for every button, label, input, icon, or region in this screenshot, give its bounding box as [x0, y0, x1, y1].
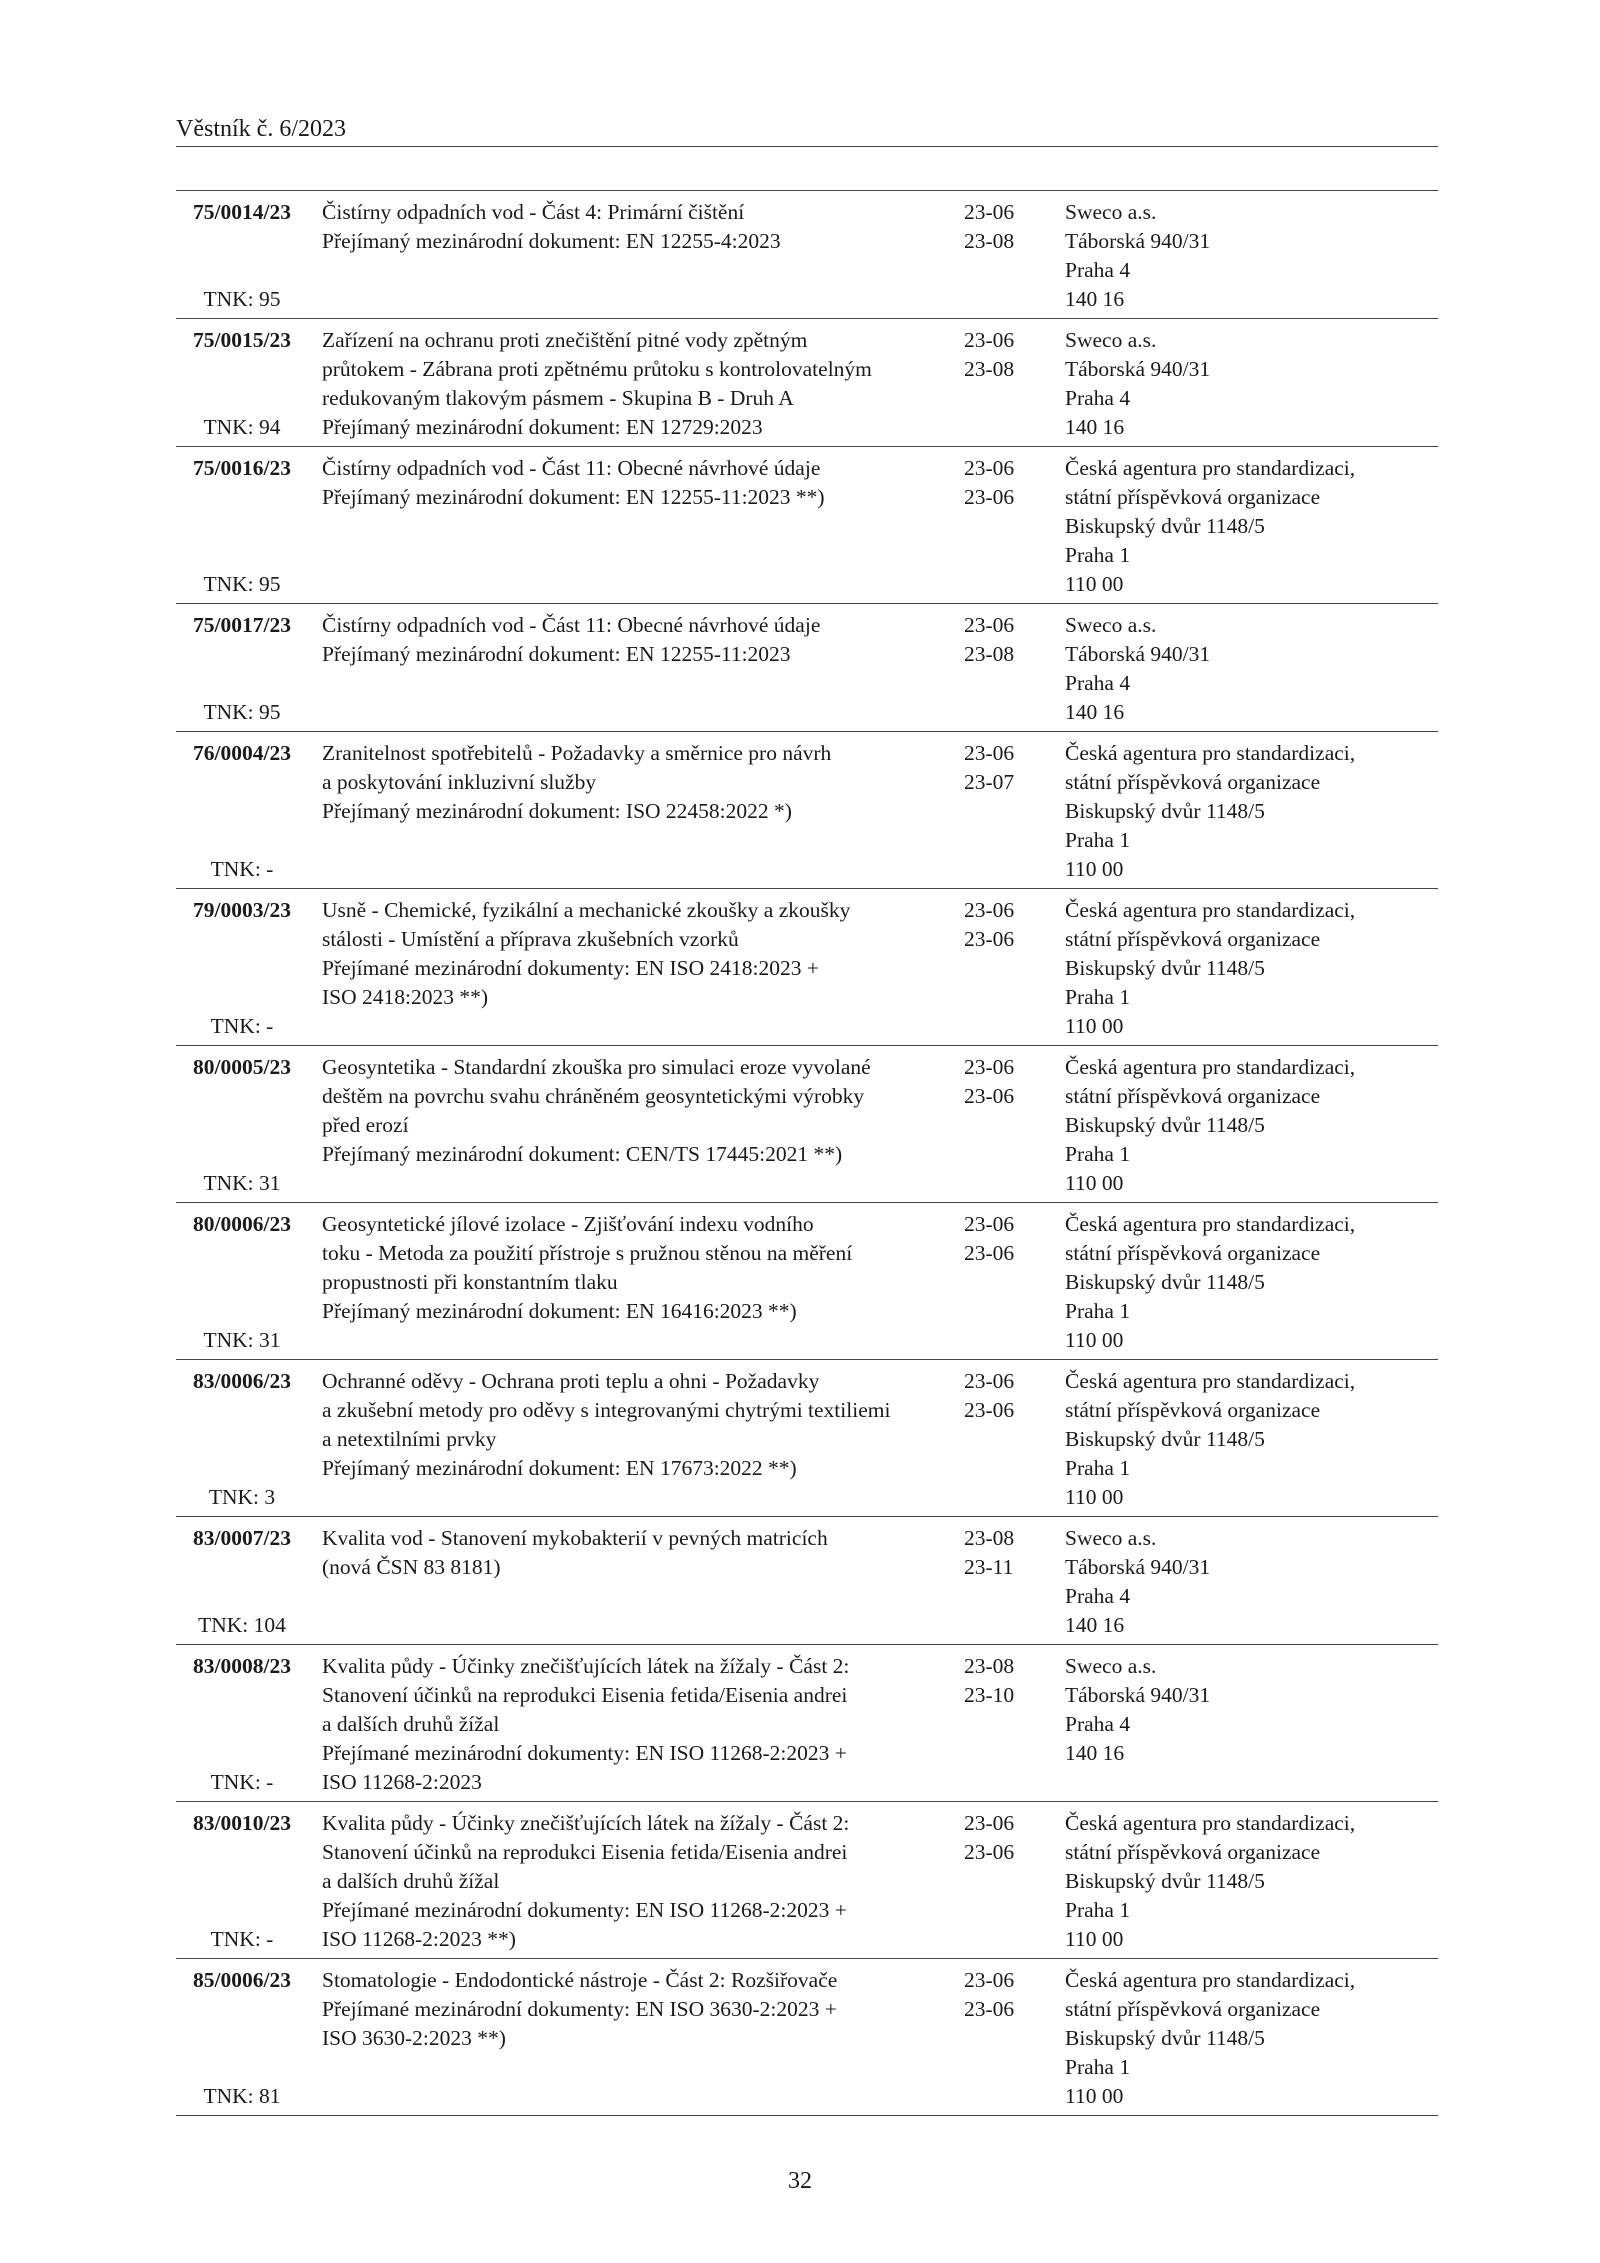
entry-id-cell: [176, 1524, 308, 1640]
entry-tnk: TNK: 95: [203, 700, 281, 724]
entry-description: [322, 896, 964, 1041]
description-line: propustnosti při konstantním tlaku: [322, 1270, 618, 1294]
description-line: a netextilními prvky: [322, 1427, 497, 1451]
address-line: státní příspěvková organizace: [1065, 1084, 1321, 1108]
address-line: státní příspěvková organizace: [1065, 927, 1321, 951]
address-line: Táborská 940/31: [1065, 1555, 1211, 1579]
address-line: Praha 1: [1065, 2055, 1131, 2079]
entry-tnk: TNK: 95: [203, 572, 281, 596]
description-line: Stomatologie - Endodontické nástroje - Část 2: Rozšiřovače: [322, 1968, 838, 1992]
entry-tnk: TNK: 81: [203, 2084, 281, 2108]
description-line: Zranitelnost spotřebitelů - Požadavky a směrnice pro návrh: [322, 741, 832, 765]
entry-address: [1065, 1367, 1438, 1512]
entry-id-cell: [176, 896, 308, 1041]
address-line: Česká agentura pro standardizaci,: [1065, 1055, 1356, 1079]
entry-id-cell: [176, 739, 308, 884]
table-row: [176, 1359, 1438, 1516]
address-line: Česká agentura pro standardizaci,: [1065, 1369, 1356, 1393]
entry-tnk: TNK: -: [210, 1770, 274, 1794]
description-line: Přejímaný mezinárodní dokument: EN 17673:2022 **): [322, 1456, 797, 1480]
address-line: Sweco a.s.: [1065, 328, 1157, 352]
date-line: 23-06: [964, 1055, 1015, 1079]
date-line: 23-06: [964, 613, 1015, 637]
address-line: státní příspěvková organizace: [1065, 1241, 1321, 1265]
date-line: 23-08: [964, 357, 1015, 381]
entry-description: [322, 1524, 964, 1640]
entry-code: 83/0006/23: [193, 1369, 291, 1393]
entry-tnk: TNK: 94: [203, 415, 281, 439]
address-line: 110 00: [1065, 857, 1124, 881]
address-line: 110 00: [1065, 2084, 1124, 2108]
date-line: 23-06: [964, 1997, 1015, 2021]
description-line: Kvalita půdy - Účinky znečišťujících látek na žížaly - Část 2:: [322, 1811, 850, 1835]
date-line: 23-06: [964, 1369, 1015, 1393]
entry-description: [322, 1367, 964, 1512]
entry-id-cell: [176, 611, 308, 727]
entry-address: [1065, 896, 1438, 1041]
date-line: 23-06: [964, 898, 1015, 922]
entry-description: [322, 1210, 964, 1355]
address-line: 110 00: [1065, 1485, 1124, 1509]
date-line: 23-06: [964, 485, 1015, 509]
entry-address: [1065, 739, 1438, 884]
table-row: [176, 318, 1438, 446]
entry-address: [1065, 1966, 1438, 2111]
address-line: státní příspěvková organizace: [1065, 770, 1321, 794]
description-line: Přejímaný mezinárodní dokument: EN 12255-11:2023: [322, 642, 791, 666]
table-row: [176, 1644, 1438, 1801]
entry-address: [1065, 1053, 1438, 1198]
description-line: redukovaným tlakovým pásmem - Skupina B - Druh A: [322, 386, 794, 410]
entry-tnk: TNK: 31: [203, 1171, 281, 1195]
table-row: [176, 603, 1438, 731]
description-line: ISO 11268-2:2023: [322, 1770, 482, 1794]
address-line: 110 00: [1065, 1014, 1124, 1038]
entry-dates: [964, 198, 1065, 314]
entry-dates: [964, 1809, 1065, 1954]
entry-tnk: TNK: 104: [198, 1613, 286, 1637]
description-line: Stanovení účinků na reprodukci Eisenia fetida/Eisenia andrei: [322, 1683, 848, 1707]
address-line: Česká agentura pro standardizaci,: [1065, 456, 1356, 480]
standards-table: [176, 190, 1438, 2116]
date-line: 23-08: [964, 1526, 1015, 1550]
address-line: Biskupský dvůr 1148/5: [1065, 799, 1265, 823]
address-line: 110 00: [1065, 1171, 1124, 1195]
description-line: Čistírny odpadních vod - Část 11: Obecné návrhové údaje: [322, 613, 821, 637]
entry-dates: [964, 611, 1065, 727]
date-line: 23-06: [964, 1212, 1015, 1236]
entry-code: 75/0015/23: [193, 328, 291, 352]
entry-address: [1065, 611, 1438, 727]
address-line: Táborská 940/31: [1065, 357, 1211, 381]
entry-code: 75/0014/23: [193, 200, 291, 224]
entry-tnk: TNK: 3: [208, 1485, 276, 1509]
entry-code: 85/0006/23: [193, 1968, 291, 1992]
description-line: Přejímaný mezinárodní dokument: EN 16416:2023 **): [322, 1299, 797, 1323]
table-row: [176, 446, 1438, 603]
description-line: Kvalita půdy - Účinky znečišťujících látek na žížaly - Část 2:: [322, 1654, 850, 1678]
entry-address: [1065, 1210, 1438, 1355]
address-line: Česká agentura pro standardizaci,: [1065, 1811, 1356, 1835]
description-line: Přejímaný mezinárodní dokument: EN 12729:2023: [322, 415, 763, 439]
entry-code: 83/0010/23: [193, 1811, 291, 1835]
date-line: 23-08: [964, 642, 1015, 666]
date-line: 23-07: [964, 770, 1015, 794]
date-line: 23-06: [964, 1241, 1015, 1265]
date-line: 23-06: [964, 1811, 1015, 1835]
description-line: Stanovení účinků na reprodukci Eisenia fetida/Eisenia andrei: [322, 1840, 848, 1864]
address-line: Praha 1: [1065, 828, 1131, 852]
description-line: ISO 2418:2023 **): [322, 985, 489, 1009]
journal-title: Věstník č. 6/2023: [176, 116, 346, 142]
address-line: 140 16: [1065, 287, 1125, 311]
entry-code: 76/0004/23: [193, 741, 291, 765]
entry-dates: [964, 1966, 1065, 2111]
entry-address: [1065, 326, 1438, 442]
address-line: státní příspěvková organizace: [1065, 485, 1321, 509]
entry-description: [322, 739, 964, 884]
entry-description: [322, 1809, 964, 1954]
address-line: Sweco a.s.: [1065, 613, 1157, 637]
address-line: Praha 1: [1065, 1456, 1131, 1480]
address-line: Česká agentura pro standardizaci,: [1065, 741, 1356, 765]
entry-dates: [964, 1367, 1065, 1512]
entry-id-cell: [176, 1809, 308, 1954]
description-line: Geosyntetika - Standardní zkouška pro simulaci eroze vyvolané: [322, 1055, 871, 1079]
entry-tnk: TNK: 31: [203, 1328, 281, 1352]
entry-code: 75/0017/23: [193, 613, 291, 637]
address-line: Praha 1: [1065, 985, 1131, 1009]
address-line: státní příspěvková organizace: [1065, 1840, 1321, 1864]
description-line: Přejímaný mezinárodní dokument: EN 12255-11:2023 **): [322, 485, 825, 509]
entry-dates: [964, 1210, 1065, 1355]
entry-code: 75/0016/23: [193, 456, 291, 480]
entry-tnk: TNK: -: [210, 857, 274, 881]
entry-dates: [964, 326, 1065, 442]
address-line: Biskupský dvůr 1148/5: [1065, 1869, 1265, 1893]
page-header: [176, 112, 1438, 147]
entry-dates: [964, 896, 1065, 1041]
entry-id-cell: [176, 1367, 308, 1512]
description-line: toku - Metoda za použití přístroje s pružnou stěnou na měření: [322, 1241, 853, 1265]
date-line: 23-06: [964, 1840, 1015, 1864]
table-row: [176, 888, 1438, 1045]
address-line: Biskupský dvůr 1148/5: [1065, 956, 1265, 980]
entry-code: 79/0003/23: [193, 898, 291, 922]
address-line: 140 16: [1065, 700, 1125, 724]
date-line: 23-10: [964, 1683, 1015, 1707]
date-line: 23-06: [964, 328, 1015, 352]
address-line: Praha 1: [1065, 543, 1131, 567]
description-line: Čistírny odpadních vod - Část 11: Obecné návrhové údaje: [322, 456, 821, 480]
address-line: 110 00: [1065, 1927, 1124, 1951]
entry-id-cell: [176, 1210, 308, 1355]
date-line: 23-11: [964, 1555, 1014, 1579]
address-line: Táborská 940/31: [1065, 642, 1211, 666]
description-line: před erozí: [322, 1113, 409, 1137]
entry-tnk: TNK: 95: [203, 287, 281, 311]
table-row: [176, 1801, 1438, 1958]
entry-description: [322, 1966, 964, 2111]
description-line: Kvalita vod - Stanovení mykobakterií v pevných matricích: [322, 1526, 828, 1550]
description-line: (nová ČSN 83 8181): [322, 1555, 501, 1579]
address-line: Česká agentura pro standardizaci,: [1065, 898, 1356, 922]
entry-code: 80/0005/23: [193, 1055, 291, 1079]
entry-dates: [964, 739, 1065, 884]
entry-id-cell: [176, 326, 308, 442]
address-line: Biskupský dvůr 1148/5: [1065, 1427, 1265, 1451]
date-line: 23-06: [964, 456, 1015, 480]
entry-dates: [964, 454, 1065, 599]
entry-address: [1065, 198, 1438, 314]
address-line: Biskupský dvůr 1148/5: [1065, 1113, 1265, 1137]
description-line: Přejímané mezinárodní dokumenty: EN ISO 11268-2:2023 +: [322, 1741, 847, 1765]
address-line: Praha 1: [1065, 1142, 1131, 1166]
description-line: Usně - Chemické, fyzikální a mechanické zkoušky a zkoušky: [322, 898, 851, 922]
address-line: Sweco a.s.: [1065, 1654, 1157, 1678]
entry-id-cell: [176, 198, 308, 314]
entry-tnk: TNK: -: [210, 1927, 274, 1951]
entry-tnk: TNK: -: [210, 1014, 274, 1038]
entry-id-cell: [176, 1652, 308, 1797]
entry-address: [1065, 1652, 1438, 1797]
address-line: 140 16: [1065, 1613, 1125, 1637]
description-line: Přejímané mezinárodní dokumenty: EN ISO 3630-2:2023 +: [322, 1997, 837, 2021]
date-line: 23-06: [964, 1968, 1015, 1992]
date-line: 23-06: [964, 1084, 1015, 1108]
description-line: ISO 3630-2:2023 **): [322, 2026, 506, 2050]
address-line: 110 00: [1065, 572, 1124, 596]
entry-id-cell: [176, 1966, 308, 2111]
date-line: 23-06: [964, 200, 1015, 224]
address-line: Praha 4: [1065, 386, 1131, 410]
description-line: Geosyntetické jílové izolace - Zjišťování indexu vodního: [322, 1212, 814, 1236]
address-line: státní příspěvková organizace: [1065, 1398, 1321, 1422]
description-line: stálosti - Umístění a příprava zkušebních vzorků: [322, 927, 739, 951]
table-row: [176, 191, 1438, 318]
entry-address: [1065, 1524, 1438, 1640]
entry-dates: [964, 1053, 1065, 1198]
entry-description: [322, 198, 964, 314]
address-line: Praha 4: [1065, 1584, 1131, 1608]
entry-id-cell: [176, 454, 308, 599]
description-line: průtokem - Zábrana proti zpětnému průtoku s kontrolovatelným: [322, 357, 872, 381]
address-line: Táborská 940/31: [1065, 1683, 1211, 1707]
description-line: Ochranné oděvy - Ochrana proti teplu a ohni - Požadavky: [322, 1369, 820, 1393]
date-line: 23-06: [964, 927, 1015, 951]
address-line: Praha 1: [1065, 1299, 1131, 1323]
description-line: Zařízení na ochranu proti znečištění pitné vody zpětným: [322, 328, 808, 352]
address-line: Biskupský dvůr 1148/5: [1065, 1270, 1265, 1294]
entry-dates: [964, 1524, 1065, 1640]
address-line: státní příspěvková organizace: [1065, 1997, 1321, 2021]
description-line: ISO 11268-2:2023 **): [322, 1927, 516, 1951]
table-row: [176, 731, 1438, 888]
table-row: [176, 1202, 1438, 1359]
address-line: Praha 4: [1065, 258, 1131, 282]
entry-description: [322, 326, 964, 442]
table-row: [176, 1958, 1438, 2115]
address-line: Praha 1: [1065, 1898, 1131, 1922]
table-row: [176, 1045, 1438, 1202]
date-line: 23-06: [964, 1398, 1015, 1422]
address-line: 140 16: [1065, 1741, 1125, 1765]
entry-code: 83/0007/23: [193, 1526, 291, 1550]
address-line: 140 16: [1065, 415, 1125, 439]
address-line: Biskupský dvůr 1148/5: [1065, 2026, 1265, 2050]
address-line: Sweco a.s.: [1065, 1526, 1157, 1550]
description-line: Čistírny odpadních vod - Část 4: Primární čištění: [322, 200, 745, 224]
description-line: Přejímaný mezinárodní dokument: CEN/TS 17445:2021 **): [322, 1142, 843, 1166]
entry-code: 80/0006/23: [193, 1212, 291, 1236]
entry-description: [322, 611, 964, 727]
entry-description: [322, 1053, 964, 1198]
date-line: 23-06: [964, 741, 1015, 765]
date-line: 23-08: [964, 229, 1015, 253]
address-line: Česká agentura pro standardizaci,: [1065, 1968, 1356, 1992]
entry-address: [1065, 1809, 1438, 1954]
table-row: [176, 1516, 1438, 1644]
description-line: Přejímané mezinárodní dokumenty: EN ISO 11268-2:2023 +: [322, 1898, 847, 1922]
description-line: Přejímaný mezinárodní dokument: EN 12255-4:2023: [322, 229, 781, 253]
address-line: 110 00: [1065, 1328, 1124, 1352]
page-number: 32: [788, 2168, 812, 2194]
description-line: a poskytování inkluzivní služby: [322, 770, 597, 794]
address-line: Praha 4: [1065, 1712, 1131, 1736]
entry-dates: [964, 1652, 1065, 1797]
description-line: deštěm na povrchu svahu chráněném geosyntetickými výrobky: [322, 1084, 865, 1108]
description-line: Přejímaný mezinárodní dokument: ISO 22458:2022 *): [322, 799, 792, 823]
description-line: a dalších druhů žížal: [322, 1869, 500, 1893]
entry-address: [1065, 454, 1438, 599]
address-line: Praha 4: [1065, 671, 1131, 695]
entry-id-cell: [176, 1053, 308, 1198]
address-line: Česká agentura pro standardizaci,: [1065, 1212, 1356, 1236]
description-line: a dalších druhů žížal: [322, 1712, 500, 1736]
entry-description: [322, 454, 964, 599]
address-line: Sweco a.s.: [1065, 200, 1157, 224]
date-line: 23-08: [964, 1654, 1015, 1678]
entry-description: [322, 1652, 964, 1797]
address-line: Biskupský dvůr 1148/5: [1065, 514, 1265, 538]
description-line: a zkušební metody pro oděvy s integrovanými chytrými textiliemi: [322, 1398, 891, 1422]
description-line: Přejímané mezinárodní dokumenty: EN ISO 2418:2023 +: [322, 956, 819, 980]
address-line: Táborská 940/31: [1065, 229, 1211, 253]
entry-code: 83/0008/23: [193, 1654, 291, 1678]
